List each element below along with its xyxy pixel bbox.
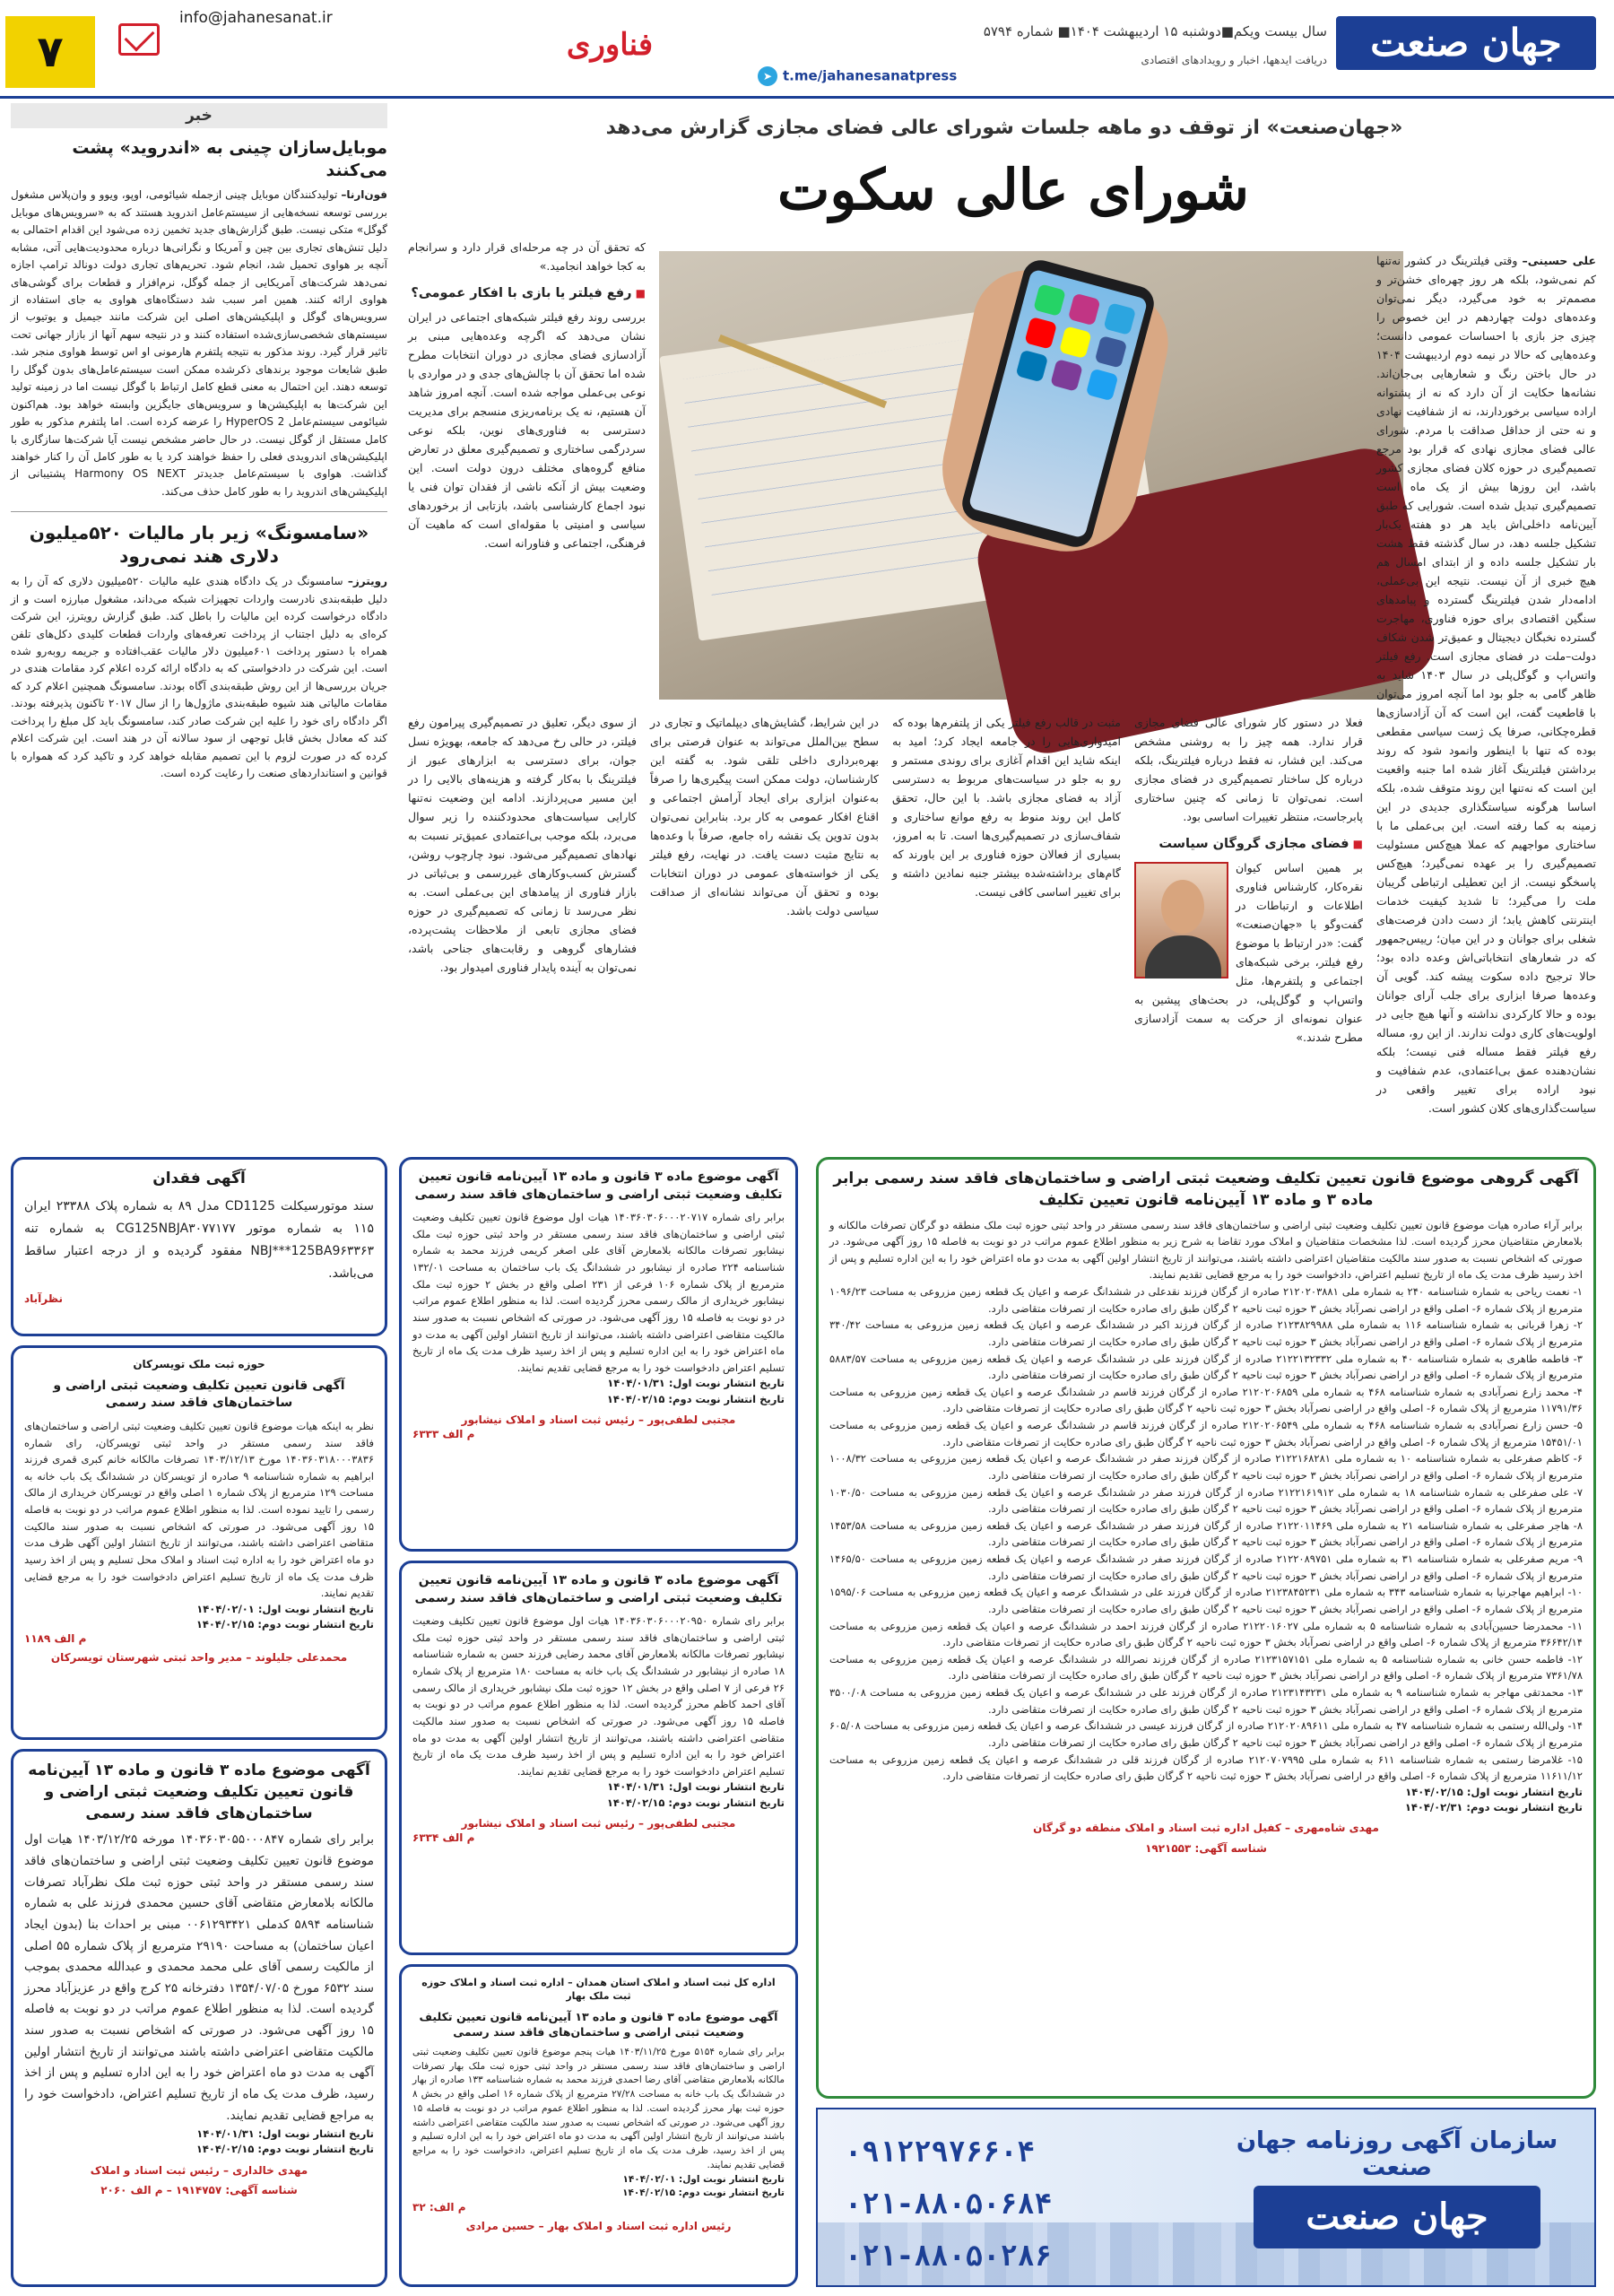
telegram-icon: ➤: [758, 66, 777, 86]
feature-article: [399, 103, 1605, 1148]
article-lower-columns: [408, 713, 1601, 1144]
newspaper-logo[interactable]: جهان صنعت: [1336, 16, 1596, 70]
ad-title: آگهی گروهی موضوع قانون تعیین تکلیف وضعیت ثبتی اراضی و ساختمان‌های فاقد سند رسمی برابر ماده ۳ و ماده ۱۳ آیین‌نامه قانون تعیین تکلیف: [833, 1170, 1579, 1209]
ad-signature: محمدعلی جلیلوند – مدیر واحد ثبتی شهرستان تویسرکان: [50, 1651, 348, 1665]
ad-list-item: ۶- کاظم صفرعلی به شماره شناسنامه ۱۰ به شماره ملی ۲۱۲۲۱۶۸۲۸۱ صادره از گرگان فرزند صفر در ششدانگ عرصه و اعیان یک قطعه زمین مزروعی به مساحت ۱۰۰۸/۳۲ مترمربع از پلاک شماره ۶- اصلی واقع در اراضی نصرآباد بخش ۳ حوزه ثبت ناحیه ۲ گرگان طبق رای صادره حکایت از تصرفات متقاضی دارد.: [829, 1452, 1583, 1482]
news-text: تولیدکنندگان موبایل چینی ازجمله شیائومی، اوپو، ویوو و وان‌پلاس مشغول بررسی توسعه نسخه‌هایی از سیستم‌عامل اندروید هستند که به «سرویس‌های موبایل گوگل» متکی نیست. طبق گزارش‌های جدید تخمین زده می‌شود این اقدام احتمالی به دلیل تنش‌های تجاری بین چین و آمریکا و نگرانی‌ها درباره محدودیت‌هایی آتی، مشابه آنچه بر هواوی تحمیل شد، انجام شود. تحریم‌های تجاری دولت دونالد ترامپ اجازه نمی‌دهد شرکت‌های آمریکایی از جمله گوگل، نرم‌افزار و قطعات برای گوشی‌های هواوی ارائه کنند. همین امر سبب شد دستگاه‌های هواوی به جای استفاده از سرویس‌های گوگل و اپلیکیشن‌های اصلی این شرکت مانند جیمیل و یوتیوب از سیستم‌های شخصی‌سازی‌شده استفاده کنند و در نتیجه سهم آنها از بازار جهانی تحت تاثیر قرار گیرد. روند مذکور به نتیجه پلتفرم هارمونی او اس توسط هواوی منجر شد. طبق شایعات موجود برندهای ذکرشده ممکن است سیستم‌عامل‌های بدون گوگل را توسعه دهند. این احتمال به معنی قطع کامل ارتباط با گوگل نیست اما در زمینه تولید این شرکت‌ها به اپلیکیشن‌ها و سرویس‌های جایگزین وابسته خواهد بود. هم‌اکنون شیائومی سیستم‌عامل HyperOS 2 را عرضه کرده است. اما پلتفرم مذکور به طور کامل مستقل از گوگل نیست. در حال حاضر مشخص نیست آیا شرکت‌ها سازگاری با اپلیکیشن‌های اندرویدی فعلی را حفظ خواهند کرد یا به طور کامل آن را کنار خواهند گذاشت. هواوی با سیستم‌عامل جدیدتر Harmony OS NEXT پشتیبانی از اپلیکیشن‌های اندروید را به طور کامل حذف می‌کند.: [11, 188, 388, 498]
ad-text: برابر رای شماره ۵۱۵۴ مورخ ۱۴۰۳/۱۱/۲۵ هیات پنجم موضوع قانون تعیین تکلیف وضعیت ثبتی اراضی و ساختمان‌های فاقد سند رسمی مستقر در واحد ثبتی حوزه ثبت ملک بهار تصرفات مالکانه بلامعارض متقاضی آقای رضا احمدی فرزند محمد به شماره شناسنامه ۱۳۳ صادره از بهار در ششدانگ یک باب خانه به مساحت ۲۷/۲۸ مترمربع از پلاک شماره ۱۶ اصلی واقع در بخش ۸ حوزه ثبت بهار محرز گردیده است. لذا به منظور اطلاع عموم مراتب در دو نوبت به فاصله ۱۵ روز آگهی می‌شود. در صورتی که اشخاص نسبت به صدور سند مالکیت متقاضی اعتراضی داشته باشند می‌توانند از تاریخ انتشار اولین آگهی به مدت دو ماه اعتراض خود را به این اداره تسلیم و پس از اخذ رسید، ظرف مدت یک ماه از تاریخ تسلیم اعتراض، دادخواست خود را به مراجع قضایی تقدیم نمایند.: [412, 2046, 785, 2170]
article-text: مثبت در قالب رفع فیلتر یکی از پلتفرم‌ها بوده که امیدواری‌هایی را در جامعه ایجاد کرد؛ امید به اینکه شاید این اقدام آغازی برای روندی مستمر و رو به جلو در سیاست‌های مربوط به دسترسی آزاد به فضای مجازی باشد. با این حال، تحقق کامل این روند منوط به رفع موانع ساختاری و شفاف‌سازی در تصمیم‌گیری‌ها است. تا به امروز، بسیاری از فعالان حوزه فناوری بر این باورند که گام‌های برداشته‌شده بیشتر جنبه نمادین داشته و برای تغییر اساسی کافی نیست.: [892, 716, 1121, 899]
ad-date: تاریخ انتشار نوبت اول: ۱۴۰۴/۰۱/۳۱: [196, 2127, 374, 2141]
phone-number[interactable]: ۰۹۱۲۲۹۷۶۶۰۴: [845, 2135, 1035, 2169]
article-kicker: «جهان‌صنعت» از توقف دو ماهه جلسات شورای عالی فضای مجازی گزارش می‌دهد: [605, 117, 1403, 139]
ad-code: م الف: ۳۲: [412, 2201, 466, 2214]
ad-list-item: ۵- حسن زارع نصرآبادی به شماره شناسنامه ۴۶۸ به شماره ملی ۲۱۲۰۲۰۶۵۴۹ صادره از گرگان فرزند قاسم در ششدانگ عرصه و اعیان یک قطعه زمین مزروعی به مساحت ۱۵۴۵۱/۰۱ مترمربع از پلاک شماره ۶- اصلی واقع در اراضی نصرآباد بخش ۳ حوزه ثبت ناحیه ۲ گرگان طبق رای صادره حکایت از تصرفات متقاضی دارد.: [829, 1419, 1583, 1448]
article-headline[interactable]: شورای عالی سکوت: [777, 157, 1249, 222]
news-headline[interactable]: موبایل‌سازان چینی به «اندروید» پشت می‌کنند: [72, 138, 387, 180]
article-column-left: [408, 238, 646, 552]
news-tag: خبر: [11, 103, 387, 128]
ad-text: سند موتورسیکلت CD1125 مدل ۸۹ به شماره پلاک ۲۳۳۸۸ ایران ۱۱۵ به شماره موتور CG125NBJA۳۰۷۷۱۷۷ به شماره تنه NBJ***125BA9۶۳۳۶۳ مفقود گردیده و از درجه اعتبار ساقط می‌باشد.: [24, 1198, 375, 1282]
ad-date: تاریخ انتشار نوبت دوم: ۱۴۰۴/۰۲/۱۵: [622, 2187, 785, 2199]
ad-title: آگهی موضوع ماده ۳ قانون و ماده ۱۳ آیین‌نامه قانون تعیین تکلیف وضعیت ثبتی اراضی و ساختمان‌های فاقد سند رسمی: [419, 2009, 778, 2039]
issue-subtitle: دریافت ایدهها، اخبار و رویدادهای اقتصادی: [1141, 54, 1327, 66]
ad-code: م الف ۶۳۳۴: [412, 1831, 475, 1844]
ad-list-item: ۲- زهرا قربانی به شماره شناسنامه ۱۱۶ به شماره ملی ۲۱۲۳۸۲۹۹۸۸ صادره از گرگان فرزند اکبر در ششدانگ عرصه و اعیان یک قطعه زمین مزروعی به مساحت ۳۴۰/۴۲ مترمربع از پلاک شماره ۶- اصلی واقع در اراضی نصرآباد بخش ۳ حوزه ثبت ناحیه ۲ گرگان طبق رای صادره حکایت از تصرفات متقاضی دارد.: [829, 1318, 1583, 1348]
ad-neyshabur-2: [399, 1561, 798, 1955]
ad-list-item: ۱۴- ولی‌الله رستمی به شماره شناسنامه ۴۷ به شماره ملی ۲۱۲۰۲۰۸۹۶۱۱ صادره از گرگان فرزند عیسی در ششدانگ عرصه و اعیان یک قطعه زمین مزروعی به مساحت ۶۰۵/۰۸ مترمربع از پلاک شماره ۶- اصلی واقع در اراضی نصرآباد بخش ۳ حوزه ثبت ناحیه ۲ گرگان طبق رای صادره حکایت از تصرفات متقاضی دارد.: [829, 1719, 1584, 1749]
ad-date: تاریخ انتشار نوبت اول: ۱۴۰۴/۰۲/۰۱: [196, 1602, 374, 1615]
ad-code: شناسه آگهی: ۱۹۱۴۷۵۷ – م الف ۲۰۶۰: [100, 2184, 298, 2197]
ad-neyshabur-1: [399, 1157, 798, 1552]
page-number: ۷: [5, 16, 95, 88]
ad-list-item: ۳- فاطمه طاهری به شماره شناسنامه ۴۰ به شماره ملی ۲۱۲۲۱۳۲۳۳۲ صادره از گرگان فرزند علی در ششدانگ عرصه و اعیان یک قطعه زمین مزروعی به مساحت ۵۸۸۳/۵۷ مترمربع از پلاک شماره ۶- اصلی واقع در اراضی نصرآباد بخش ۳ حوزه ثبت ناحیه ۲ گرگان طبق رای صادره حکایت از تصرفات متقاضی دارد.: [829, 1352, 1583, 1382]
article-subhead: ■ رفع فیلتر یا بازی با افکار عمومی؟: [408, 283, 646, 304]
ad-intro: برابر آراء صادره هیات موضوع قانون تعیین تکلیف وضعیت ثبتی اراضی و ساختمان‌های فاقد سند رسمی مستقر در واحد ثبتی حوزه ثبت ملک منطقه دو گرگان تصرفات مالکانه و بلامعارض متقاضیان محرز گردیده است. لذا مشخصات متقاضیان و املاک مورد تقاضا به شرح زیر به منظور اطلاع عموم مراتب در دو نوبت به فاصله ۱۵ روز آگهی می‌شود. در صورتی که اشخاص نسبت به صدور سند مالکیت متقاضیان اعتراضی داشته باشند، می‌توانند از تاریخ انتشار اولین آگهی به مدت دو ماه اعتراض خود را به این اداره تسلیم و پس از اخذ رسید ظرف مدت یک ماه از تاریخ تسلیم اعتراض، دادخواست خود را به مرجع قضایی تقدیم نمایند.: [829, 1218, 1583, 1282]
ad-gorgan-group: [816, 1157, 1596, 2099]
contact-email[interactable]: info@jahanesanat.ir: [179, 9, 333, 27]
facebook-app-icon: [1095, 335, 1128, 369]
article-text: که تحقق آن در چه مرحله‌ای قرار دارد و سرانجام به کجا خواهد انجامید.»: [408, 240, 646, 273]
masthead: [0, 0, 1614, 99]
ad-date: تاریخ انتشار نوبت دوم: ۱۴۰۴/۰۲/۱۵: [195, 2143, 374, 2156]
ad-place: نظرآباد: [24, 1292, 63, 1305]
snapchat-app-icon: [1059, 326, 1092, 359]
news-text: سامسونگ در یک دادگاه هندی علیه مالیات ۵۲۰میلیون دلاری که آن را به دلیل طبقه‌بندی نادرست واردات تجهیزات شبکه می‌داند، مشغول مبارزه است و از دادگاه درخواست کرده این مالیات را باطل کند. طبق گزارش رویترز، این شرکت کره‌ای به دلیل اجتناب از پرداخت تعرفه‌های واردات قطعات کلیدی دکل‌های تلفن همراه با دستور پرداخت ۶۰۱میلیون دلار مالیات عقب‌افتاده و جریمه روبه‌رو شده است. این شرکت در دادخواستی که به دادگاه ارائه کرده اعلام کرد مقامات هندی در جریان بررسی‌ها از این روش طبقه‌بندی آگاه بودند. سامسونگ همچنین اعلام کرد که مقامات مالیاتی هند شیوه طبقه‌بندی ماژول‌ها را از سال ۲۰۱۷ تاکنون پذیرفته بودند. اگر دادگاه رای خود را علیه این شرکت صادر کند، سامسونگ باید کل مبلغ را پرداخت کند که معادل بخش قابل توجهی از سود سالانه آن در هند است. این شرکت اعلام کرده که در صورت لزوم با این تصمیم مقابله خواهد کرد و تاکید کرد که همواره با قوانین و استانداردهای صنعت را رعایت کرده است.: [11, 575, 387, 780]
banner-phones: [845, 2126, 1167, 2282]
expert-portrait: [1134, 862, 1228, 978]
telegram-link[interactable]: [758, 66, 964, 86]
ad-tuyserkan: [11, 1345, 387, 1740]
twitter-app-icon: [1086, 369, 1119, 402]
banner-title: سازمان آگهی روزنامه جهان صنعت: [1236, 2127, 1558, 2181]
news-lead: رویترز–: [347, 575, 387, 588]
ad-date: تاریخ انتشار نوبت دوم: ۱۴۰۴/۰۲/۱۵: [195, 1618, 374, 1631]
ad-title: آگهی موضوع ماده ۳ قانون و ماده ۱۳ آیین‌نامه قانون تعیین تکلیف وضعیت ثبتی اراضی و ساختمان‌های فاقد سند رسمی: [414, 1573, 783, 1605]
ad-code: م الف ۶۳۳۳: [412, 1427, 475, 1440]
news-column: [11, 103, 387, 1148]
ad-date: تاریخ انتشار نوبت اول: ۱۴۰۴/۰۱/۳۱: [607, 1780, 785, 1794]
article-text: فعلا در دستور کار شورای عالی فضای مجازی قرار ندارد. همه چیز را به روشنی مشخص می‌کند. این فشار، نه فقط درباره فیلترینگ، بلکه درباره کل ساختار تصمیم‌گیری در فضای مجازی است. نمی‌توان تا زمانی که چنین ساختاری پابرجاست، منتظر تغییرات اساسی بود.: [1134, 716, 1363, 823]
phone-number[interactable]: ۰۲۱-۸۸۰۵۰۲۸۶: [845, 2239, 1053, 2273]
ad-date: تاریخ انتشار نوبت دوم: ۱۴۰۴/۰۲/۱۵: [606, 1392, 785, 1405]
ad-code: شناسه آگهی: ۱۹۲۱۵۵۳: [1145, 1842, 1267, 1856]
ad-list-item: ۱۵- غلامرضا رستمی به شماره شناسنامه ۶۱۱ به شماره ملی ۲۱۲۰۷۰۷۹۹۵ صادره از گرگان فرزند قلی در ششدانگ عرصه و اعیان یک قطعه زمین مزروعی به مساحت ۱۱۶۱۱/۱۲ مترمربع از پلاک شماره ۶- اصلی واقع در اراضی نصرآباد بخش ۳ حوزه ثبت ناحیه ۲ گرگان طبق رای صادره حکایت از تصرفات متقاضی دارد.: [829, 1752, 1583, 1783]
ad-header: حوزه ثبت ملک تویسرکان: [133, 1358, 265, 1370]
ad-text: برابر رای شماره ۱۴۰۳۶۰۳۰۵۵۰۰۰۸۴۷ مورخه ۱۴۰۳/۱۲/۲۵ هیات اول موضوع قانون تعیین تکلیف وضعیت ثبتی اراضی و ساختمان‌های فاقد سند رسمی مستقر در واحد ثبتی حوزه ثبت ملک نظرآباد تصرفات مالکانه بلامعارض متقاضی آقای حسین محمدی فرزند علی به شماره شناسنامه ۵۸۹۴ کدملی ۰۰۶۱۲۹۳۴۲۱ مبنی بر احداث بنا (بدون ایجاد اعیان ساختمان) به مساحت ۲۹۱۹۰ مترمربع از پلاک شماره ۵۵ اصلی از مالکیت رسمی آقای علی محمد محمدی و عبدالله محمدی بموجب سند ۶۵۳۲ مورخ ۱۳۵۴/۰۷/۰۵ دفترخانه ۲۵ کرج واقع در عزیزآباد محرز گردیده است. لذا به منظور اطلاع عموم مراتب در دو نوبت به فاصله ۱۵ روز آگهی می‌شود. در صورتی که اشخاص نسبت به صدور سند مالکیت متقاضی اعتراضی داشته باشند می‌توانند از تاریخ انتشار اولین آگهی به مدت دو ماه اعتراض خود را به این اداره تسلیم و پس از اخذ رسید، ظرف مدت یک ماه از تاریخ تسلیم اعتراض، دادخواست خود را به مراجع قضایی تقدیم نمایند.: [24, 1832, 375, 2123]
ad-list-item: ۱۰- ابراهیم مهاجرنیا به شماره شناسنامه ۳۴۳ به شماره ملی ۲۱۲۳۸۴۵۲۳۱ صادره از گرگان فرزند علی در ششدانگ عرصه و اعیان یک قطعه زمین مزروعی به مساحت ۱۵۹۵/۰۶ مترمربع از پلاک شماره ۶- اصلی واقع در اراضی نصرآباد بخش ۳ حوزه ثبت ناحیه ۲ گرگان طبق رای صادره حکایت از تصرفات متقاضی دارد.: [829, 1586, 1583, 1615]
ad-item-list: [829, 1283, 1583, 1785]
article-text: از سوی دیگر، تعلیق در تصمیم‌گیری پیرامون رفع فیلتر، در حالی رخ می‌دهد که جامعه، بهویژه نسل جوان، برای دسترسی به ابزارهای عبور از فیلترینگ با به‌کار گرفته و هزینه‌های بالایی را در این مسیر می‌پردازند. ادامه این وضعیت نه‌تنها کارایی سیاست‌های محدودکننده را زیر سوال می‌برد، بلکه موجب بی‌اعتمادی عمیق‌تر نسبت به نهادهای تصمیم‌گیر می‌شود. نبود چارچوب روشن، گسترش کسب‌وکارهای غیررسمی و بی‌ثباتی در بازار فناوری از پیامدهای این بی‌عملی است. به نظر می‌رسد تا زمانی که تصمیم‌گیری در حوزه فضای مجازی تابعی از ملاحظات پشت‌پرده، فشارهای گروهی و رقابت‌های جناحی باشد، نمی‌توان به آینده پایدار فناوری امیدوار بود.: [408, 716, 637, 974]
banner-logo: جهان صنعت: [1254, 2186, 1540, 2248]
news-lead: فون‌ارنا–: [341, 188, 387, 202]
ad-list-item: ۱۲- فاطمه حسن خانی به شماره شناسنامه ۵ به شماره ملی ۲۱۲۳۱۵۷۱۵۱ صادره از گرگان فرزند نصرالله در ششدانگ عرصه و اعیان یک قطعه زمین مزروعی به مساحت ۷۳۶۱/۷۸ مترمربع از پلاک شماره ۶- اصلی واقع در اراضی نصرآباد بخش ۳ حوزه ثبت ناحیه ۲ گرگان طبق رای صادره حکایت از تصرفات متقاضی دارد.: [829, 1652, 1583, 1683]
instagram-app-icon: [1068, 293, 1101, 326]
news-body: [11, 187, 387, 500]
ad-text: برابر رای شماره ۱۴۰۳۶۰۳۰۶۰۰۰۲۰۷۱۷ هیات اول موضوع قانون تعیین تکلیف وضعیت ثبتی اراضی و ساختمان‌های فاقد سند رسمی مستقر در واحد ثبتی حوزه ثبت ملک نیشابور تصرفات مالکانه بلامعارض آقای علی اصغر کریمی فرزند محمد به شماره شناسنامه ۲۲۴ صادره از نیشابور در ششدانگ یک باب ساختمان به مساحت ۱۳۲/۰۱ مترمربع از پلاک شماره ۱۰۶ فرعی از ۲۳۱ اصلی واقع در بخش ۲ حوزه ثبت ملک نیشابور خریداری از مالک رسمی محرز گردیده است. لذا به منظور اطلاع عموم مراتب در دو نوبت به فاصله ۱۵ روز آگهی می‌شود. در صورتی که اشخاص نسبت به صدور سند مالکیت متقاضی اعتراضی داشته باشند، می‌توانند از تاریخ انتشار اولین آگهی به مدت دو ماه اعتراض خود را به این اداره تسلیم و پس از اخذ رسید ظرف مدت یک ماه از تاریخ تسلیم اعتراض دادخواست خود را به مرجع قضایی تقدیم نمایند.: [412, 1211, 785, 1374]
article-text: بر همین اساس کیوان نقره‌کار، کارشناس فناوری اطلاعات و ارتباطات در گفت‌وگو با «جهان‌صنعت» گفت: «در ارتباط با موضوع رفع فیلتر، برخی شبکه‌های اجتماعی و پلتفرم‌ها، مثل واتس‌اپ و گوگل‌پلی، در بحث‌های پیشین به عنوان نمونه‌ای از حرکت به سمت آزادسازی مطرح شدند.»: [1134, 861, 1363, 1045]
ad-date: تاریخ انتشار نوبت دوم: ۱۴۰۴/۰۲/۳۱: [1404, 1801, 1583, 1814]
ad-bahar: [399, 1964, 798, 2287]
phone-number[interactable]: ۰۲۱-۸۸۰۵۰۶۸۴: [845, 2187, 1053, 2221]
ad-title: آگهی موضوع ماده ۳ قانون و ماده ۱۳ آیین‌نامه قانون تعیین تکلیف وضعیت ثبتی اراضی و ساختمان‌های فاقد سند رسمی: [28, 1761, 370, 1822]
issue-meta: سال بیست ویکم■دوشنبه ۱۵ اردیبهشت ۱۴۰۴■ شماره ۵۷۹۴: [983, 23, 1327, 39]
whatsapp-app-icon: [1033, 283, 1066, 317]
news-headline[interactable]: «سامسونگ» زیر بار مالیات ۵۲۰میلیون دلاری هند نمی‌رود: [29, 522, 369, 568]
ad-date: تاریخ انتشار نوبت دوم: ۱۴۰۴/۰۲/۱۵: [606, 1796, 785, 1809]
ad-code: م الف ۱۱۸۹: [24, 1632, 87, 1646]
ad-signature: مهدی خالداری – رئیس ثبت اسناد و املاک: [90, 2163, 308, 2177]
ad-title: آگهی فقدان: [152, 1170, 246, 1187]
article-column: [408, 713, 637, 977]
ad-title: آگهی موضوع ماده ۳ قانون و ماده ۱۳ آیین‌نامه قانون تعیین تکلیف وضعیت ثبتی اراضی و ساختمان‌های فاقد سند رسمی: [414, 1170, 783, 1202]
ad-date: تاریخ انتشار نوبت اول: ۱۴۰۴/۰۲/۰۱: [622, 2173, 785, 2185]
ad-signature: مهدی شاه‌مهری – کفیل اداره ثبت اسناد و املاک منطقه دو گرگان: [1033, 1822, 1379, 1835]
youtube-app-icon: [1024, 317, 1057, 350]
ad-date: تاریخ انتشار نوبت اول: ۱۴۰۴/۰۱/۳۱: [607, 1377, 785, 1390]
ad-nazarabad: [11, 1749, 387, 2287]
article-byline: علی حسینی–: [1522, 254, 1596, 267]
mail-icon: [118, 23, 160, 56]
telegram-app-icon: [1103, 302, 1136, 335]
ad-list-item: ۴- محمد زارع نصرآبادی به شماره شناسنامه ۴۶۸ به شماره ملی ۲۱۲۰۲۰۶۸۵۹ صادره از گرگان فرزند قاسم در ششدانگ عرصه و اعیان یک قطعه زمین مزروعی به مساحت ۱۱۷۹۱/۳۶ مترمربع از پلاک شماره ۶- اصلی واقع در اراضی نصرآباد بخش ۳ حوزه ثبت ناحیه ۲ گرگان طبق رای صادره حکایت از تصرفات متقاضی دارد.: [829, 1385, 1583, 1415]
article-text: در این شرایط، گشایش‌های دیپلماتیک و تجاری در سطح بین‌الملل می‌تواند به عنوان فرصتی برای بهره‌برداری داخلی تلقی شود. به گفته این کارشناسان، دولت ممکن است پیگیری‌ها را صرفاً به‌عنوان ابزاری برای ایجاد آرامش اجتماعی و اقناع افکار عمومی به کار برد. بنابراین نمی‌توان بدون تدوین یک نقشه راه جامع، صرفاً با وعده‌ها به نتایج مثبت دست یافت. در نهایت، رفع فیلتر یکی از خواسته‌های عمومی در دوران انتخابات بوده و تحقق آن می‌تواند نشانه‌ای از صداقت سیاسی دولت باشد.: [650, 716, 879, 918]
ad-signature: مجتبی لطفی‌پور – رئیس ثبت اسناد و املاک نیشابور: [461, 1413, 736, 1426]
divider: [11, 511, 387, 512]
ad-title: آگهی قانون تعیین تکلیف وضعیت ثبتی اراضی و ساختمان‌های فاقد سند رسمی: [53, 1378, 345, 1411]
ad-list-item: ۱۳- محمدتقی مهاجر به شماره شناسنامه ۹ به شماره ملی ۲۱۲۳۱۴۳۲۳۱ صادره از گرگان فرزند علی در ششدانگ عرصه و اعیان یک قطعه زمین مزروعی به مساحت ۳۵۰۰/۰۸ مترمربع از پلاک شماره ۶- اصلی واقع در اراضی نصرآباد بخش ۳ حوزه ثبت ناحیه ۲ گرگان طبق رای صادره حکایت از تصرفات متقاضی دارد.: [829, 1686, 1583, 1716]
article-column: [892, 713, 1121, 901]
viber-app-icon: [1050, 359, 1083, 392]
article-column: [1134, 713, 1363, 1047]
section-title: فناوری: [566, 27, 654, 63]
ad-signature: رئیس اداره ثبت اسناد و املاک بهار – حسین مرادی: [465, 2220, 732, 2233]
ad-text: برابر رای شماره ۱۴۰۳۶۰۳۰۶۰۰۰۲۰۹۵۰ هیات اول موضوع قانون تعیین تکلیف وضعیت ثبتی اراضی و ساختمان‌های فاقد سند رسمی مستقر در واحد ثبتی حوزه ثبت ملک نیشابور تصرفات مالکانه بلامعارض آقای محمد رضایی فرزند حسن به شماره شناسنامه ۱۸ صادره از نیشابور در ششدانگ یک باب خانه به مساحت ۱۸۰ مترمربع از پلاک شماره ۲۶ فرعی از ۷ اصلی واقع در بخش ۱۲ حوزه ثبت ملک نیشابور خریداری از مالک رسمی آقای احمد کاظم محرز گردیده است. لذا به منظور اطلاع عموم مراتب در دو نوبت به فاصله ۱۵ روز آگهی می‌شود. در صورتی که اشخاص نسبت به صدور سند مالکیت متقاضی اعتراضی داشته باشند، می‌توانند از تاریخ انتشار اولین آگهی به مدت دو ماه اعتراض خود را به این اداره تسلیم و پس از اخذ رسید ظرف مدت یک ماه از تاریخ تسلیم اعتراض دادخواست خود را به مرجع قضایی تقدیم نمایند.: [412, 1614, 785, 1778]
ad-banner[interactable]: [816, 2108, 1596, 2287]
article-photo: [659, 251, 1403, 700]
ad-list-item: ۱- نعمت ریاحی به شماره شناسنامه ۲۴۰ به شماره ملی ۲۱۲۰۲۰۳۸۸۱ صادره از گرگان فرزند نقدعلی در ششدانگ عرصه و اعیان یک قطعه زمین مزروعی به مساحت ۱۰۹۶/۲۳ مترمربع از پلاک شماره ۶- اصلی واقع در اراضی نصرآباد بخش ۳ حوزه ثبت ناحیه ۲ گرگان طبق رای صادره حکایت از تصرفات متقاضی دارد.: [829, 1285, 1583, 1315]
ad-signature: مجتبی لطفی‌پور – رئیس ثبت اسناد و املاک نیشابور: [461, 1816, 736, 1830]
article-text: بررسی روند رفع فیلتر شبکه‌های اجتماعی در ایران نشان می‌دهد که اگرچه وعده‌هایی مبنی بر آزادسازی فضای مجازی در دوران انتخابات مطرح شده اما تحقق آن با چالش‌های جدی و در مواردی با نوعی بی‌عملی مواجه شده است. آنچه امروز شاهد آن هستیم، نه یک برنامه‌ریزی منسجم برای مدیریت دسترسی به فناوری‌های نوین، بلکه نوعی سردرگمی ساختاری و تصمیم‌گیری معلق در تعارض منافع گروه‌های مختلف درون دولت است. این وضعیت بیش از آنکه ناشی از فقدان توان فنی یا نبود اجماع کارشناسی باشد، بازتابی از برخوردهای سیاسی و امنیتی با مقوله‌ای است که ماهیت آن فرهنگی، اجتماعی و فناورانه است.: [408, 310, 646, 551]
ad-header: اداره کل ثبت اسناد و املاک استان همدان – اداره ثبت اسناد و املاک حوزه ثبت ملک بهار: [421, 1977, 776, 2003]
article-subhead: ■ فضای مجازی گروگان سیاست: [1134, 833, 1363, 855]
ad-list-item: ۸- هاجر صفرعلی به شماره شناسنامه ۲۱ به شماره ملی ۲۱۲۲۰۱۱۴۶۹ صادره از گرگان فرزند صفر در ششدانگ عرصه و اعیان یک قطعه زمین مزروعی به مساحت ۱۴۵۳/۵۸ مترمربع از پلاک شماره ۶- اصلی واقع در اراضی نصرآباد بخش ۳ حوزه ثبت ناحیه ۲ گرگان طبق رای صادره حکایت از تصرفات متقاضی دارد.: [829, 1518, 1583, 1549]
ad-list-item: ۹- مریم صفرعلی به شماره شناسنامه ۳۱ به شماره ملی ۲۱۲۲۰۸۹۷۵۱ صادره از گرگان فرزند صفر در ششدانگ عرصه و اعیان یک قطعه زمین مزروعی به مساحت ۱۴۶۵/۵۰ مترمربع از پلاک شماره ۶- اصلی واقع در اراضی نصرآباد بخش ۳ حوزه ثبت ناحیه ۲ گرگان طبق رای صادره حکایت از تصرفات متقاضی دارد.: [829, 1552, 1583, 1582]
article-column: [650, 713, 879, 920]
ad-text: نظر به اینکه هیات موضوع قانون تعیین تکلیف وضعیت ثبتی اراضی و ساختمان‌های فاقد سند رسمی مستقر در واحد ثبتی تویسرکان، رای شماره ۱۴۰۳۶۰۳۱۸۰۰۰۳۸۳۶ مورخ ۱۴۰۳/۱۲/۱۳ تصرفات مالکانه خانم کبری قمری فرزند ابراهیم به شماره شناسنامه ۹ صادره از تویسرکان در ششدانگ یک باب خانه به مساحت ۱۲۹ مترمربع از پلاک شماره ۱ اصلی واقع در تویسرکان خریداری از مالک رسمی را تایید نموده است. لذا به منظور اطلاع عموم مراتب در دو نوبت به فاصله ۱۵ روز آگهی می‌شود. در صورتی که اشخاص نسبت به صدور سند مالکیت متقاضی اعتراضی داشته باشند، می‌توانند از تاریخ انتشار اولین آگهی ظرف مدت دو ماه اعتراض خود را به اداره ثبت اسناد و املاک محل تسلیم و پس از اخذ رسید ظرف مدت یک ماه از تاریخ تسلیم اعتراض دادخواست خود را به مرجع قضایی تقدیم نمایند.: [24, 1419, 374, 1600]
linkedin-app-icon: [1015, 350, 1048, 383]
telegram-handle[interactable]: t.me/jahanesanatpress: [783, 67, 958, 84]
article-text: وقتی فیلترینگ در کشور نه‌تنها کم نمی‌شود، بلکه هر روز چهره‌ای خشن‌تر و مصمم‌تر به خود می‌گیرد، دیگر نمی‌توان وعده‌های دولت چهاردهم در این خصوص را چیزی جز بازی با احساسات عمومی دانست؛ وعده‌هایی که حالا در نیمه دوم اردیبهشت ۱۴۰۴ در حال باختن رنگ و شعارهایی بی‌جان‌اند. نشانه‌ها حکایت از آن دارد که نه از پشتوانه اراده سیاسی برخوردارند، نه از شفافیت نهادی و نه حتی از حداقل صداقت با مردم. شورای عالی فضای مجازی نهادی که قرار بود مرجع تصمیم‌گیری در حوزه کلان فضای مجازی کشور باشد، این روزها بیش از یک ماه است تصمیم‌گیری تبدیل شده است. شورایی که طبق آیین‌نامه داخلی‌اش باید هر دو هفته یک‌بار تشکیل جلسه دهد، در سال گذشته فقط هشت بار تشکیل جلسه داده و از ابتدای امسال هم هیچ خبری از آن نیست. نتیجه این بی‌عملی، ادامه‌دار شدن فیلترینگ گسترده و پیامدهای سنگین اقتصادی برای حوزه فناوری، مهاجرت گسترده نخبگان دیجیتال و عمیق‌تر شدن شکاف دولت–ملت در فضای مجازی است. رفع فیلتر واتس‌اپ و گوگل‌پلی در سال ۱۴۰۳ شاید به ظاهر گامی به جلو بود اما آنچه امروز می‌توان با قاطعیت گفت، این است که آن آزادسازی‌ها قطره‌چکانی، صرفا یک ژست سیاسی مقطعی بوده که تنها با اینطور وانمود شود که روند برداشتن فیلترینگ آغاز شده اما جنبه واقعیت این است که نه‌تنها این روند متوقف شده، بلکه اساسا هرگونه سیاستگذاری جدیدی در این زمینه به کما رفته است. این بی‌عملی ما با ساختاری مواجهیم که عملا هیچ‌کس مسئولیت تصمیم‌گیری را بر عهده نمی‌گیرد؛ هیچ‌کس پاسخگو نیست. از این تعطیلی ارتباطی گریبان ملت را می‌گیرد؛ تا شدید کیفیت خدمات اینترنتی کاهش یابد؛ از دست دادن فرصت‌های شغلی برای جوانان و در این میان؛ رییس‌جمهور که در شعارهای انتخاباتی‌اش وعده داده بود؛ حالا ترجیح داده سکوت پیشه کند. گویی آن وعده‌ها صرفا ابزاری برای جلب آرای جوانان بوده و حالا کارکردی نداشته و آنها هیچ جایی در اولویت‌های کاری دولت ندارند. از این رو، مساله رفع فیلتر فقط مساله فنی نیست؛ بلکه نشان‌دهنده عمق بی‌اعتمادی، عدم شفافیت و نبود اراده برای تغییر واقعی در سیاست‌گذاری‌های کلان کشور است.: [1376, 254, 1596, 1115]
ad-list-item: ۷- علی صفرعلی به شماره شناسنامه ۱۸ به شماره ملی ۲۱۲۲۱۶۱۹۱۲ صادره از گرگان فرزند صفر در ششدانگ عرصه و اعیان یک قطعه زمین مزروعی به مساحت ۱۰۳۰/۵۰ مترمربع از پلاک شماره ۶- اصلی واقع در اراضی نصرآباد بخش ۳ حوزه ثبت ناحیه ۲ گرگان طبق رای صادره حکایت از تصرفات متقاضی دارد.: [829, 1485, 1583, 1516]
ad-lost-document: [11, 1157, 387, 1336]
ad-date: تاریخ انتشار نوبت اول: ۱۴۰۴/۰۲/۱۵: [1405, 1785, 1583, 1798]
news-body: [11, 573, 387, 782]
ad-list-item: ۱۱- محمدرضا حسین‌آبادی به شماره شناسنامه ۵ به شماره ملی ۲۱۲۲۰۱۶۰۲۷ صادره از گرگان فرزند احمد در ششدانگ عرصه و اعیان یک قطعه زمین مزروعی به مساحت ۳۶۶۴۲/۱۴ مترمربع از پلاک شماره ۶- اصلی واقع در اراضی نصرآباد بخش ۳ حوزه ثبت ناحیه ۲ گرگان طبق رای صادره حکایت از تصرفات متقاضی دارد.: [829, 1619, 1583, 1649]
